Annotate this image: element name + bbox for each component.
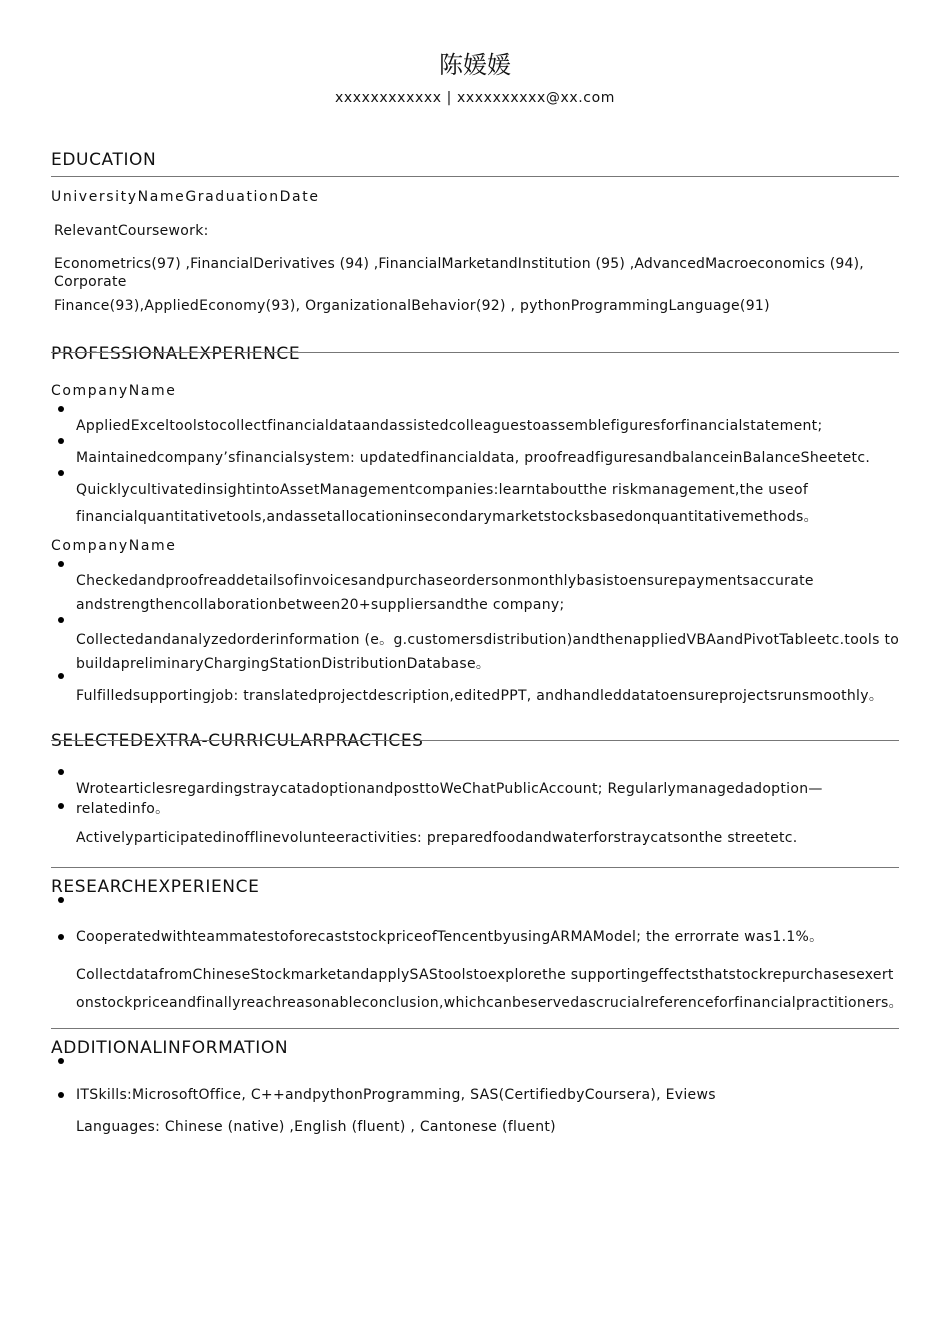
additional-bullet: ITSkills:MicrosoftOffice, C++andpythonProgramming, SAS(CertifiedbyCoursera), Eviews	[76, 1087, 716, 1103]
experience-bullet-continued: andstrengthencollaborationbetween20+suppliersandthe company;	[76, 597, 565, 613]
university-line: UniversityNameGraduationDate	[51, 189, 320, 205]
candidate-name: 陈媛媛	[439, 51, 511, 79]
bullet-icon	[58, 470, 64, 476]
experience-bullet-continued: buildapreliminaryChargingStationDistributionDatabase。	[76, 656, 491, 672]
section-divider	[51, 867, 899, 868]
bullet-icon	[58, 769, 64, 775]
extracurricular-bullet-continued: relatedinfo。	[76, 801, 170, 817]
extracurricular-bullet: WrotearticlesregardingstraycatadoptionandposttoWeChatPublicAccount; Regularlymanagedadoption—	[76, 781, 823, 797]
additional-bullet: Languages: Chinese (native) ,English (fluent) , Cantonese (fluent)	[76, 1119, 556, 1135]
section-divider	[51, 176, 899, 177]
bullet-icon	[58, 1058, 64, 1064]
bullet-icon	[58, 1092, 64, 1098]
experience-bullet: Maintainedcompany’sfinancialsystem: updatedfinancialdata, proofreadfiguresandbalanceinBalanceSheetetc.	[76, 450, 871, 466]
section-divider	[51, 352, 899, 353]
coursework-line: Econometrics(97) ,FinancialDerivatives (94) ,FinancialMarketandInstitution (95) ,AdvancedMacroeconomics (94),	[54, 256, 864, 272]
bullet-icon	[58, 561, 64, 567]
section-title-research: RESEARCHEXPERIENCE	[51, 877, 260, 897]
section-title-experience: PROFESSIONALEXPERIENCE	[51, 344, 301, 364]
contact-line: xxxxxxxxxxxx | xxxxxxxxxx@xx.com	[334, 90, 615, 106]
section-divider	[51, 1028, 899, 1029]
bullet-icon	[58, 934, 64, 940]
section-title-education: EDUCATION	[51, 150, 157, 170]
bullet-icon	[58, 438, 64, 444]
experience-bullet: Fulfilledsupportingjob: translatedprojectdescription,editedPPT, andhandleddatatoensureprojectsrunsmoothly。	[76, 688, 884, 704]
bullet-icon	[58, 406, 64, 412]
research-bullet: CooperatedwithteammatestoforecaststockpriceofTencentbyusingARMAModel; the errorrate was1.1%。	[76, 929, 824, 945]
experience-bullet: QuicklycultivatedinsightintoAssetManagementcompanies:learntaboutthe riskmanagement,the useof	[76, 482, 809, 498]
experience-bullet: AppliedExceltoolstocollectfinancialdataandassistedcolleaguestoassemblefiguresforfinancialstatement;	[76, 418, 823, 434]
bullet-icon	[58, 617, 64, 623]
experience-bullet-continued: financialquantitativetools,andassetallocationinsecondarymarketstocksbasedonquantitativemethods。	[76, 509, 818, 525]
company-name: CompanyName	[51, 538, 177, 554]
bullet-icon	[58, 897, 64, 903]
bullet-icon	[58, 803, 64, 809]
research-bullet: CollectdatafromChineseStockmarketandapplySAStoolstoexplorethe supportingeffectsthatstockrepurchasesexert	[76, 967, 894, 983]
section-title-extracurricular: SELECTEDEXTRA-CURRICULARPRACTICES	[51, 731, 424, 751]
research-bullet-continued: onstockpriceandfinallyreachreasonableconclusion,whichcanbeservedascrucialreferenceforfinancialpractitioners。	[76, 995, 903, 1011]
bullet-icon	[58, 673, 64, 679]
coursework-label: RelevantCoursework:	[54, 223, 209, 239]
extracurricular-bullet: Activelyparticipatedinofflinevolunteeractivities: preparedfoodandwaterforstraycatsonthe streetetc.	[76, 830, 798, 846]
coursework-line: Finance(93),AppliedEconomy(93), OrganizationalBehavior(92) , pythonProgrammingLanguage(91)	[54, 298, 770, 314]
section-divider	[51, 740, 899, 741]
company-name: CompanyName	[51, 383, 177, 399]
experience-bullet: Collectedandanalyzedorderinformation (e。g.customersdistribution)andthenappliedVBAandPivotTableetc.tools to	[76, 632, 900, 648]
coursework-line: Corporate	[54, 274, 127, 290]
experience-bullet: Checkedandproofreaddetailsofinvoicesandpurchaseordersonmonthlybasistoensurepaymentsaccurate	[76, 573, 814, 589]
section-title-additional: ADDITIONALINFORMATION	[51, 1038, 289, 1058]
